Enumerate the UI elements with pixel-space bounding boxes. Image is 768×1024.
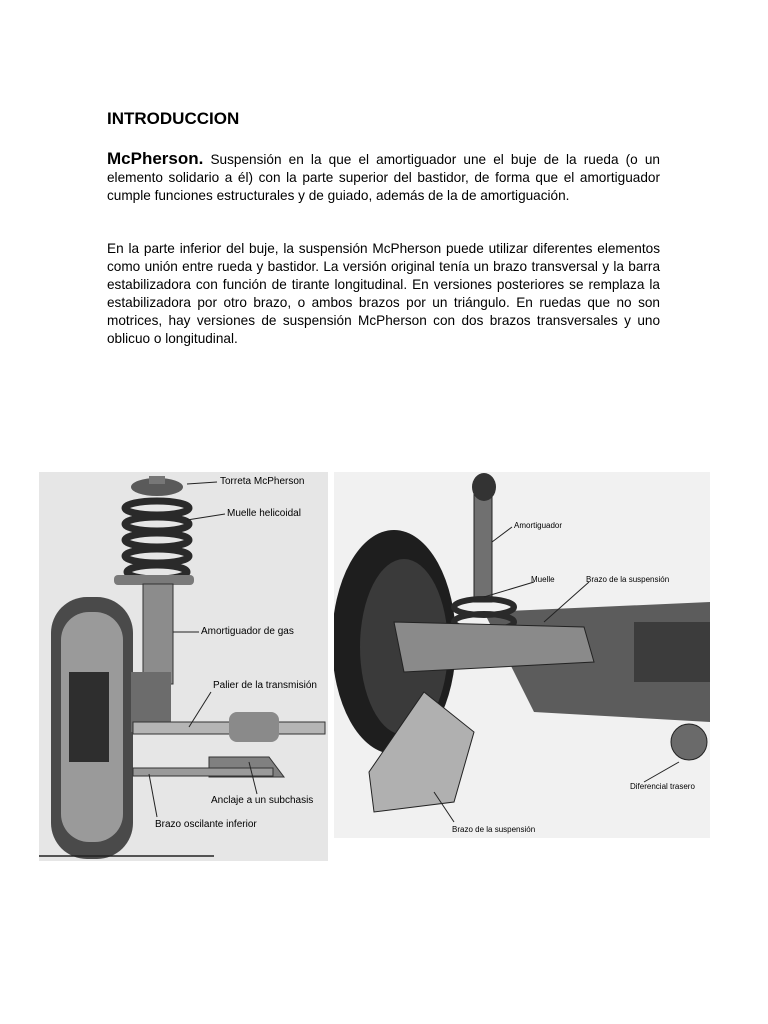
label-brazo-suspension-bottom: Brazo de la suspensión bbox=[452, 825, 536, 834]
label-diferencial-trasero: Diferencial trasero bbox=[630, 782, 695, 791]
label-brazo-oscilante: Brazo oscilante inferior bbox=[155, 819, 257, 830]
label-amortiguador-gas: Amortiguador de gas bbox=[201, 626, 294, 637]
rear-suspension-diagram bbox=[334, 472, 710, 838]
paragraph-mcpherson-text: Suspensión en la que el amortiguador une el buje de la rueda (o un elemento solidario a él) con la parte superior del bastidor, de forma que el amortiguador cumple funciones estructurales y de guiado, además de la de amortiguación. bbox=[107, 152, 660, 203]
label-anclaje: Anclaje a un subchasis bbox=[211, 795, 314, 806]
differential bbox=[671, 724, 707, 760]
term-mcpherson: McPherson. bbox=[107, 149, 204, 168]
damper bbox=[474, 492, 492, 602]
damper-body bbox=[143, 584, 173, 684]
label-muelle-helicoidal: Muelle helicoidal bbox=[227, 508, 301, 519]
paragraph-lower-hub: En la parte inferior del buje, la suspensión McPherson puede utilizar diferentes elementos como unión entre rueda y bastidor. La versión original tenía un brazo transversal y la barra estabilizadora con función de tirante longitudinal. En versiones posteriores se remplaza la estabilizadora por otro brazo, o ambos brazos por un triángulo. En ruedas que no son motrices, hay versiones de suspensión McPherson con dos brazos transversales y uno oblicuo o longitudinal. bbox=[107, 241, 660, 346]
paragraph-mcpherson bbox=[107, 150, 660, 205]
label-palier: Palier de la transmisión bbox=[213, 680, 317, 691]
label-brazo-suspension-top: Brazo de la suspensión bbox=[586, 575, 670, 584]
section-heading: INTRODUCCION bbox=[107, 109, 240, 128]
label-torreta: Torreta McPherson bbox=[220, 476, 305, 487]
label-muelle: Muelle bbox=[531, 575, 555, 584]
mcpherson-strut-diagram bbox=[39, 472, 328, 861]
coil-spring bbox=[125, 501, 189, 579]
label-amortiguador: Amortiguador bbox=[514, 521, 563, 530]
